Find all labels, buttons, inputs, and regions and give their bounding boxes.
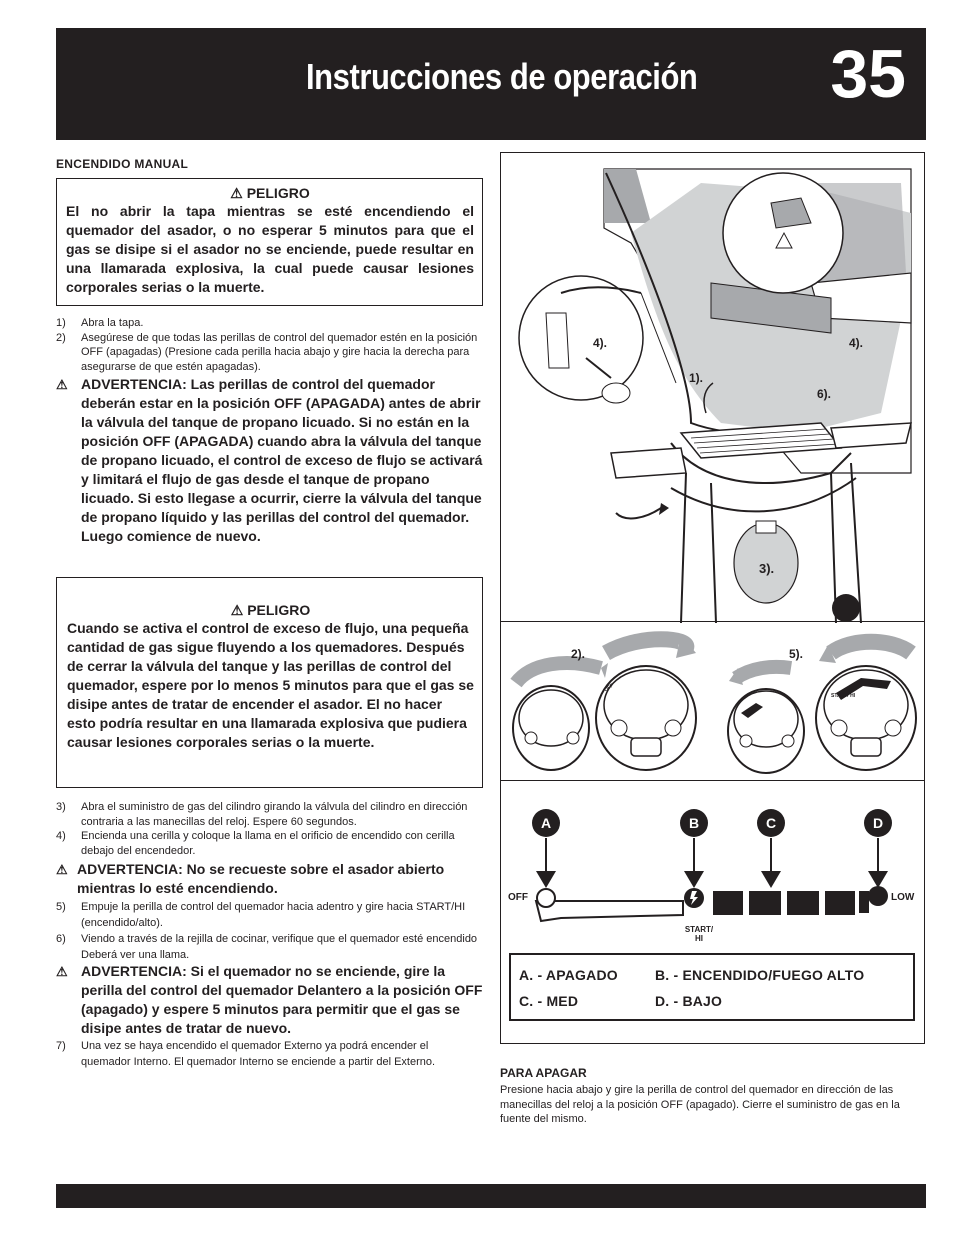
danger-box-2 [56,577,483,788]
step-item [56,1038,476,1070]
knob-off-text: OFF [603,682,615,694]
step-item [56,829,484,858]
figure-panel [500,152,925,1044]
legend-a: A. - APAGADO [519,967,618,983]
step-text: Empuje la perilla de control del quemador hacia adentro y gire hacia START/HI (encendido/alto). [81,901,466,929]
dial-low-label: LOW [891,892,915,903]
dial-letter-d: D [864,809,892,837]
step-item [56,316,484,331]
grill-illustration [501,153,926,623]
para-apagar-body: Presione hacia abajo y gire la perilla de control del quemador en dirección de las manecillas del reloj a la posición OFF (apagado). Cierre el suministro de gas en la fuente del mismo. [500,1084,900,1125]
step-number: 1) [56,317,66,329]
step-text: Abra la tapa. [81,317,144,329]
warning-icon: ⚠ [56,964,68,979]
warning-icon: ⚠ [56,862,68,877]
advertencia-1-text: ADVERTENCIA: Las perillas de control del quemador deberán estar en la posición OFF (APAGADA) antes de abrir la válvula del tanque de propano licuado. Si no están en la posición OFF (APAGADA) cuando abra la válvula del tanque de propano licuado, el control de exceso de flujo se activará y limitará el flujo de gas desde el tanque de propano licuado. Si esto llegase a ocurrir, cierre la válvula del tanque de propano líquido y las perillas del control del quemador. Luego comience de nuevo. [81,376,483,544]
step-number: 7) [56,1040,66,1052]
advertencia-1 [56,375,484,546]
knobs-illustration [501,623,926,783]
advertencia-3-text: ADVERTENCIA: Si el quemador no se enciende, gire la perilla del control del quemador Delantero a la posición OFF (apagado) y espere 5 minutos para permitir que el gas se disipe antes de tratar de nuevo. [81,963,483,1036]
steps-list-a [56,316,484,374]
dial-off-label: OFF [508,892,528,903]
danger-heading: ⚠ PELIGRO [230,602,311,618]
page-title: Instrucciones de operación [306,56,698,97]
label-step-2: 2). [571,647,586,661]
step-number: 2) [56,331,66,344]
step-item [56,899,484,931]
label-step-3: 3). [759,561,775,576]
steps-list-d [56,1038,476,1070]
step-item [56,931,484,963]
danger-body: El no abrir la tapa mientras se esté encendiendo el quemador del asador, o no esperar 5 minutos para que el gas se disipe si el asador no se enciende, puede resultar en una llamarada explosiva, la cual puede causar lesiones corporales serias o la muerte. [66,203,474,295]
step-number: 4) [56,830,66,842]
divider [501,621,924,622]
label-step-4a: 4). [593,336,608,350]
legend-c: C. - MED [519,993,579,1009]
legend-box [509,953,915,1021]
legend-d: D. - BAJO [655,993,723,1009]
steps-list-b [56,800,484,858]
danger-heading: ⚠ PELIGRO [230,185,310,201]
dial-letter-c: C [757,809,785,837]
footer-bar [56,1184,926,1208]
page-header [56,28,926,140]
steps-list-c [56,899,484,963]
advertencia-3 [56,962,484,1038]
step-text: Abra el suministro de gas del cilindro girando la válvula del cilindro en dirección contraria a las manecillas del reloj. Espere 60 segundos. [81,801,468,828]
label-step-4b: 4). [849,336,864,350]
dial-letter-b: B [680,809,708,837]
step-text: Encienda una cerilla y coloque la llama en el orificio de encendido con cerilla debajo del encendedor. [81,830,455,857]
dial-diagram [501,793,926,933]
advertencia-2 [56,860,456,898]
warning-icon: ⚠ [56,377,68,392]
label-step-6: 6). [817,387,832,401]
step-number: 5) [56,901,66,913]
danger-body: Cuando se activa el control de exceso de flujo, una pequeña cantidad de gas sigue fluyendo a los quemadores. Después de cerrar la válvula del tanque y las perillas de control del quemador, espere por lo menos 5 minutos para que el gas se disipe antes de tratar de encender el asador. El no hacer esto podría resultar en una llamarada explosiva que pudiera causar lesiones corporales serias o la muerte. [67,620,474,750]
divider [501,780,924,781]
step-text: Viendo a través de la rejilla de cocinar, verifique que el quemador esté encendido Deberá ver una llama. [81,933,478,961]
step-number: 3) [56,801,66,813]
step-item [56,331,484,375]
label-step-5: 5). [789,647,804,661]
page-number: 35 [830,36,906,112]
danger-box-1 [56,178,483,306]
step-text: Asegúrese de que todas las perillas de control del quemador estén en la posición OFF (apagadas) (Presione cada perilla hacia abajo y gire hacia la derecha para asegurarse de que estén apagadas). [81,331,478,373]
dial-letter-a: A [532,809,560,837]
advertencia-2-text: ADVERTENCIA: No se recueste sobre el asador abierto mientras lo esté encendiendo. [77,861,445,896]
section-title-para-apagar: PARA APAGAR [500,1066,587,1080]
label-step-1: 1). [689,371,704,385]
legend-b: B. - ENCENDIDO/FUEGO ALTO [655,967,865,983]
step-number: 6) [56,933,66,945]
section-title-encendido-manual: ENCENDIDO MANUAL [56,157,189,171]
knob-start-text: START/ HI [831,693,856,699]
step-text: Una vez se haya encendido el quemador Externo ya podrá encender el quemador Interno. El quemador Interno se enciende a partir del Externo. [81,1040,436,1068]
step-item [56,800,484,829]
dial-start-label: START/ HI [684,925,714,943]
